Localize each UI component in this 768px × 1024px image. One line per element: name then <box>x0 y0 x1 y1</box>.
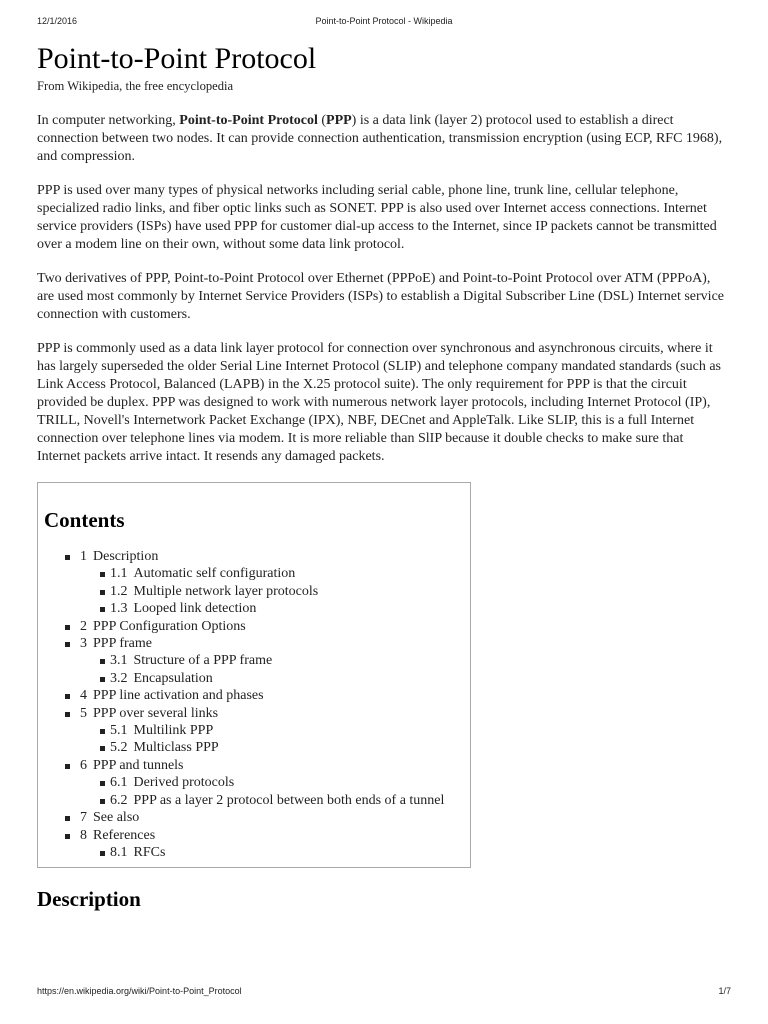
toc-item-number: 3 <box>80 636 87 652</box>
toc-item-label[interactable]: PPP as a layer 2 protocol between both ends of a tunnel <box>133 792 445 808</box>
toc-item[interactable] <box>44 652 464 669</box>
toc-item-label[interactable]: PPP frame <box>93 636 152 652</box>
toc-item[interactable] <box>44 687 464 704</box>
toc-item-number: 5.1 <box>110 723 128 739</box>
toc-item-number: 6 <box>80 757 87 773</box>
toc-item-label[interactable]: Automatic self configuration <box>133 566 296 582</box>
section-heading-description: Description <box>37 887 141 911</box>
toc-item[interactable] <box>44 739 464 756</box>
toc-item-label[interactable]: Looped link detection <box>133 601 257 617</box>
toc-item-number: 1.2 <box>110 583 128 599</box>
article-content <box>37 40 727 912</box>
toc-item-label[interactable]: Description <box>93 549 159 564</box>
toc-item[interactable] <box>44 635 464 652</box>
toc-item[interactable] <box>44 600 464 617</box>
term-ppp: PPP <box>326 113 352 128</box>
toc-item[interactable] <box>44 618 464 635</box>
toc-item-number: 8.1 <box>110 844 128 860</box>
toc-item-number: 6.2 <box>110 792 128 808</box>
intro-paragraph <box>37 112 727 166</box>
toc-item-number: 5 <box>80 705 87 721</box>
print-page-title: Point-to-Point Protocol - Wikipedia <box>315 16 453 26</box>
toc-item-label[interactable]: PPP over several links <box>93 705 219 721</box>
toc-list <box>44 548 464 861</box>
toc-item[interactable] <box>44 774 464 791</box>
toc-item-number: 4 <box>80 688 87 704</box>
intro-text-paren: ( <box>317 113 327 128</box>
toc-item-label[interactable]: Encapsulation <box>133 670 213 686</box>
toc-item-number: 1.3 <box>110 601 128 617</box>
toc-item-label[interactable]: Multiple network layer protocols <box>133 583 319 599</box>
print-page-number: 1/7 <box>718 986 731 996</box>
toc-item-number: 6.1 <box>110 775 128 791</box>
article-tagline: From Wikipedia, the free encyclopedia <box>37 79 234 93</box>
toc-item-label[interactable]: See also <box>93 810 140 826</box>
toc-item-number: 3.1 <box>110 653 128 669</box>
toc-item[interactable] <box>44 670 464 687</box>
toc-item[interactable] <box>44 844 464 861</box>
toc-item-number: 3.2 <box>110 670 128 686</box>
term-point-to-point-protocol: Point-to-Point Protocol <box>179 113 318 128</box>
paragraph-physical-networks: PPP is used over many types of physical networks including serial cable, phone line, trunk line, cellular telephone, specialized radio links, and fiber optic links such as SONET. PPP is also used over Internet access connections. Internet service providers (ISPs) have used PPP for customer dial-up access to the Internet, since IP packets cannot be transmitted over a modem line on their own, without some data link protocol. <box>37 183 717 252</box>
toc-item-number: 7 <box>80 810 87 826</box>
toc-item-label[interactable]: PPP Configuration Options <box>93 618 246 634</box>
print-date: 12/1/2016 <box>37 16 78 26</box>
toc-item[interactable] <box>44 757 464 774</box>
toc-item-label[interactable]: RFCs <box>133 844 166 860</box>
print-footer <box>37 986 731 1000</box>
print-url: https://en.wikipedia.org/wiki/Point-to-Point_Protocol <box>37 986 242 996</box>
toc-title: Contents <box>44 508 125 532</box>
toc-item[interactable] <box>44 705 464 722</box>
toc-item-label[interactable]: Multilink PPP <box>133 723 214 739</box>
toc-item-label[interactable]: Derived protocols <box>133 775 235 791</box>
toc-item-label[interactable]: PPP line activation and phases <box>93 688 264 704</box>
toc-item[interactable] <box>44 722 464 739</box>
toc-item-number: 1.1 <box>110 566 128 582</box>
toc-item-number: 8 <box>80 827 87 843</box>
toc-item-number: 1 <box>80 549 87 564</box>
paragraph-data-link-layer: PPP is commonly used as a data link layer protocol for connection over synchronous and asynchronous circuits, where it has largely superseded the older Serial Line Internet Protocol (SLIP) and telephone company mandated standards (such as Link Access Protocol, Balanced (LAPB) in the X.25 protocol suite). The only requirement for PPP is that the circuit provided be duplex. PPP was designed to work with numerous network layer protocols, including Internet Protocol (IP), TRILL, Novell's Internetwork Packet Exchange (IPX), NBF, DECnet and AppleTalk. Like SLIP, this is a full Internet connection over telephone lines via modem. It is more reliable than SlIP because it double checks to make sure that Internet packets arrive intact. It resends any damaged packets. <box>37 341 721 464</box>
toc-item-label[interactable]: Structure of a PPP frame <box>133 653 273 669</box>
toc-item-number: 5.2 <box>110 740 128 756</box>
paragraph-derivatives: Two derivatives of PPP, Point-to-Point Protocol over Ethernet (PPPoE) and Point-to-Point Protocol over ATM (PPPoA), are used most commonly by Internet Service Providers (ISPs) to establish a Digital Subscriber Line (DSL) Internet service connection with customers. <box>37 271 724 322</box>
intro-text-start: In computer networking, <box>37 113 180 128</box>
article-title: Point-to-Point Protocol <box>37 42 317 75</box>
print-header <box>37 16 731 30</box>
intro-text-rest: ) is a data link (layer 2) protocol used to establish a direct connection between two nodes. It can provide connection authentication, transmission encryption (using ECP, RFC 1968), and compression. <box>37 113 723 164</box>
toc-item[interactable] <box>44 565 464 582</box>
table-of-contents <box>37 482 471 868</box>
toc-item-number: 2 <box>80 618 87 634</box>
toc-item[interactable] <box>44 583 464 600</box>
toc-item-label[interactable]: PPP and tunnels <box>93 757 184 773</box>
toc-item[interactable] <box>44 827 464 844</box>
toc-item-label[interactable]: References <box>93 827 156 843</box>
toc-item[interactable] <box>44 548 464 565</box>
toc-item[interactable] <box>44 792 464 809</box>
toc-item-label[interactable]: Multiclass PPP <box>133 740 219 756</box>
toc-item[interactable] <box>44 809 464 826</box>
